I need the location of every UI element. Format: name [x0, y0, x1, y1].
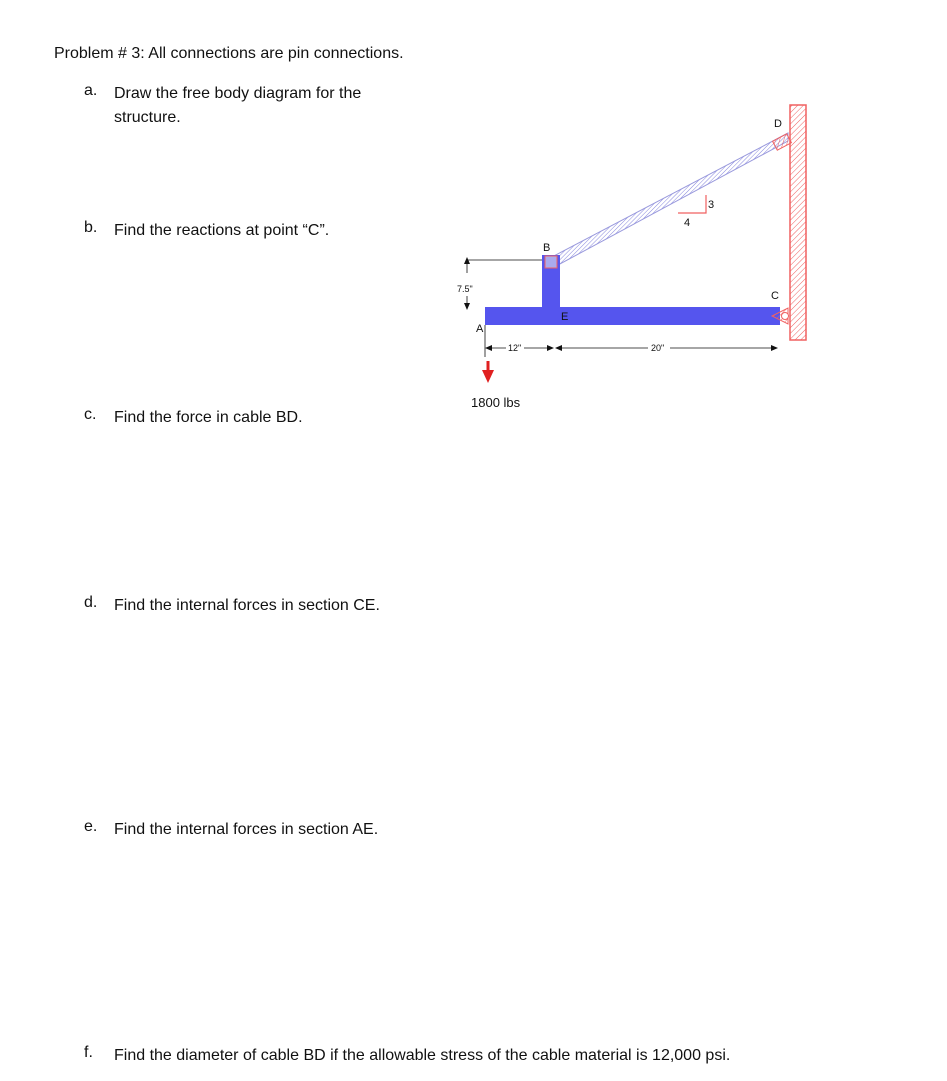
question-a — [84, 82, 404, 132]
question-a-text: Draw the free body diagram for the structure. — [114, 85, 362, 126]
label-a: A — [476, 323, 484, 335]
dimension-height — [457, 257, 542, 310]
question-e-text: Find the internal forces in section AE. — [114, 821, 379, 838]
cable-bd — [550, 133, 788, 265]
question-c-letter: c. — [84, 406, 97, 423]
slope-triangle — [678, 195, 714, 229]
load-arrow — [482, 361, 494, 383]
slope-run-label: 4 — [684, 217, 691, 229]
label-e: E — [561, 311, 569, 323]
question-e — [84, 818, 424, 842]
question-b — [84, 219, 424, 243]
beam — [485, 255, 780, 325]
dim-ae-label: 12" — [508, 343, 522, 353]
problem-title: Problem # 3: All connections are pin connections. — [54, 45, 404, 62]
question-e-letter: e. — [84, 818, 98, 835]
label-c: C — [771, 290, 779, 302]
wall-support — [790, 105, 806, 340]
question-f — [84, 1044, 844, 1068]
dim-ec-label: 20" — [651, 343, 665, 353]
height-label: 7.5" — [457, 284, 473, 294]
load-label: 1800 lbs — [471, 395, 521, 410]
question-b-text: Find the reactions at point “C”. — [114, 222, 330, 239]
question-d-letter: d. — [84, 594, 98, 611]
pin-b — [545, 256, 557, 268]
question-c — [84, 406, 424, 430]
label-d: D — [774, 118, 782, 130]
question-d — [84, 594, 424, 618]
question-a-letter: a. — [84, 82, 98, 99]
question-c-text: Find the force in cable BD. — [114, 409, 303, 426]
structure-diagram — [440, 95, 840, 420]
question-f-text: Find the diameter of cable BD if the allowable stress of the cable material is 12,000 psi. — [114, 1047, 731, 1064]
question-d-text: Find the internal forces in section CE. — [114, 597, 380, 614]
slope-rise-label: 3 — [708, 199, 715, 211]
question-b-letter: b. — [84, 219, 98, 236]
label-b: B — [543, 242, 551, 254]
question-f-letter: f. — [84, 1044, 93, 1061]
dimension-horizontal — [485, 325, 778, 357]
